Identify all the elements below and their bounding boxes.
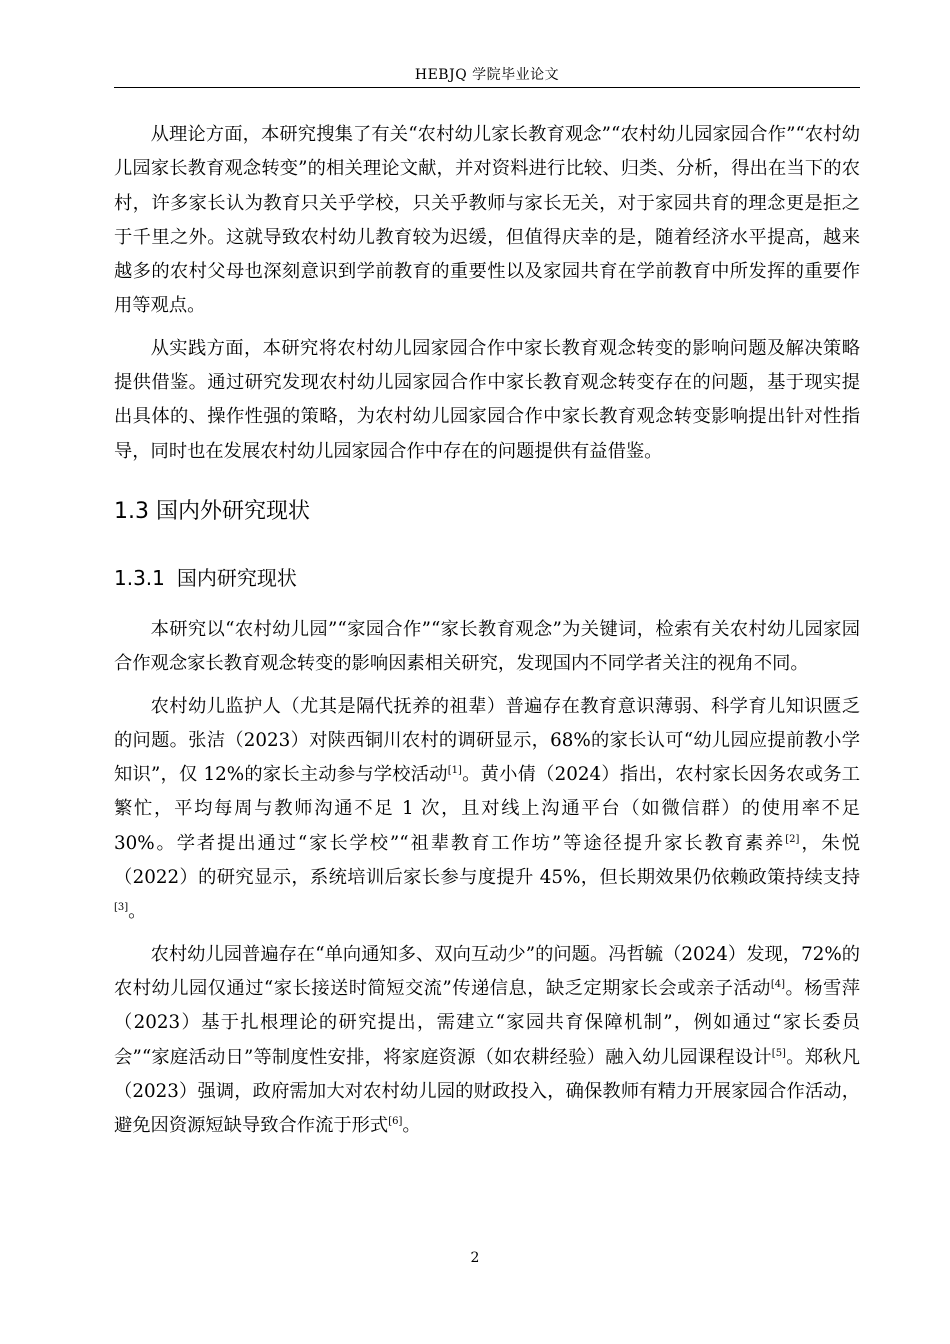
page-body	[114, 118, 860, 1143]
paragraph-text: 农村幼儿监护人（尤其是隔代抚养的祖辈）普遍存在教育意识薄弱、科学育儿知识匮乏的问题。张洁（2023）对陕西铜川农村的调研显示，68%的家长认可“幼儿园应提前教小学知识”，仅 12%的家长主动参与学校活动	[114, 695, 860, 786]
page-number: 2	[470, 1250, 480, 1266]
citation-ref: [2]	[785, 833, 800, 845]
paragraph-practice: 从实践方面，本研究将农村幼儿园家园合作中家长教育观念转变的影响问题及解决策略提供借鉴。通过研究发现农村幼儿园家园合作中家长教育观念转变存在的问题，基于现实提出具体的、操作性强的策略，为农村幼儿园家园合作中家长教育观念转变影响提出针对性指导，同时也在发展农村幼儿园家园合作中存在的问题提供有益借鉴。	[114, 337, 860, 462]
running-header: HEBJQ 学院毕业论文	[414, 67, 560, 83]
citation-ref: [4]	[770, 978, 786, 990]
section-heading: 1.3 国内外研究现状	[114, 498, 310, 524]
paragraph-text: 农村幼儿园普遍存在“单向通知多、双向互动少”的问题。冯哲毓（2024）发现，72%的农村幼儿园仅通过“家长接送时简短交流”传递信息，缺乏定期家长会或亲子活动	[114, 943, 860, 999]
subsection-number: 1.3.1	[114, 565, 165, 590]
subsection-heading	[114, 563, 860, 593]
citation-ref: [3]	[114, 902, 129, 914]
citation-ref: [5]	[771, 1047, 786, 1059]
header-rule	[114, 87, 860, 88]
paragraph-text: ，朱悦（2022）的研究显示，系统培训后家长参与度提升 45%，但长期效果仍依赖政策持续支持	[114, 832, 860, 889]
paragraph-keywords: 本研究以“农村幼儿园”“家园合作”“家长教育观念”为关键词，检索有关农村幼儿园家园合作观念家长教育观念转变的影响因素相关研究，发现国内不同学者关注的视角不同。	[114, 618, 860, 675]
citation-ref: [6]	[388, 1116, 403, 1128]
paragraph-text: 。黄小倩（2024）指出，农村家长因务农或务工繁忙，平均每周与教师沟通不足 1 次，且对线上沟通平台（如微信群）的使用率不足 30%。学者提出通过“家长学校”“祖辈教育工作坊”等途径提升家长教育素养	[114, 764, 860, 854]
paragraph-text: 。杨雪萍（2023）基于扎根理论的研究提出，需建立“家园共育保障机制”，例如通过“家长委员会”“家庭活动日”等制度性安排，将家庭资源（如农耕经验）融入幼儿园课程设计	[114, 977, 860, 1068]
paragraph-parents	[114, 690, 860, 930]
paragraph-text: 。	[402, 1115, 421, 1137]
citation-ref: [1]	[447, 765, 462, 777]
paragraph-text: 。	[128, 901, 147, 923]
paragraph-kindergartens	[114, 938, 860, 1144]
paragraph-theory: 从理论方面，本研究搜集了有关“农村幼儿家长教育观念”“农村幼儿园家园合作”“农村幼儿园家长教育观念转变”的相关理论文献，并对资料进行比较、归类、分析，得出在当下的农村，许多家长认为教育只关乎学校，只关乎教师与家长无关，对于家园共育的理念更是拒之于千里之外。这就导致农村幼儿教育较为迟缓，但值得庆幸的是，随着经济水平提高，越来越多的农村父母也深刻意识到学前教育的重要性以及家园共育在学前教育中所发挥的重要作用等观点。	[114, 124, 860, 317]
subsection-title: 国内研究现状	[176, 565, 297, 590]
paragraph-text: 。郑秋凡（2023）强调，政府需加大对农村幼儿园的财政投入，确保教师有精力开展家园合作活动，避免因资源短缺导致合作流于形式	[114, 1046, 861, 1137]
